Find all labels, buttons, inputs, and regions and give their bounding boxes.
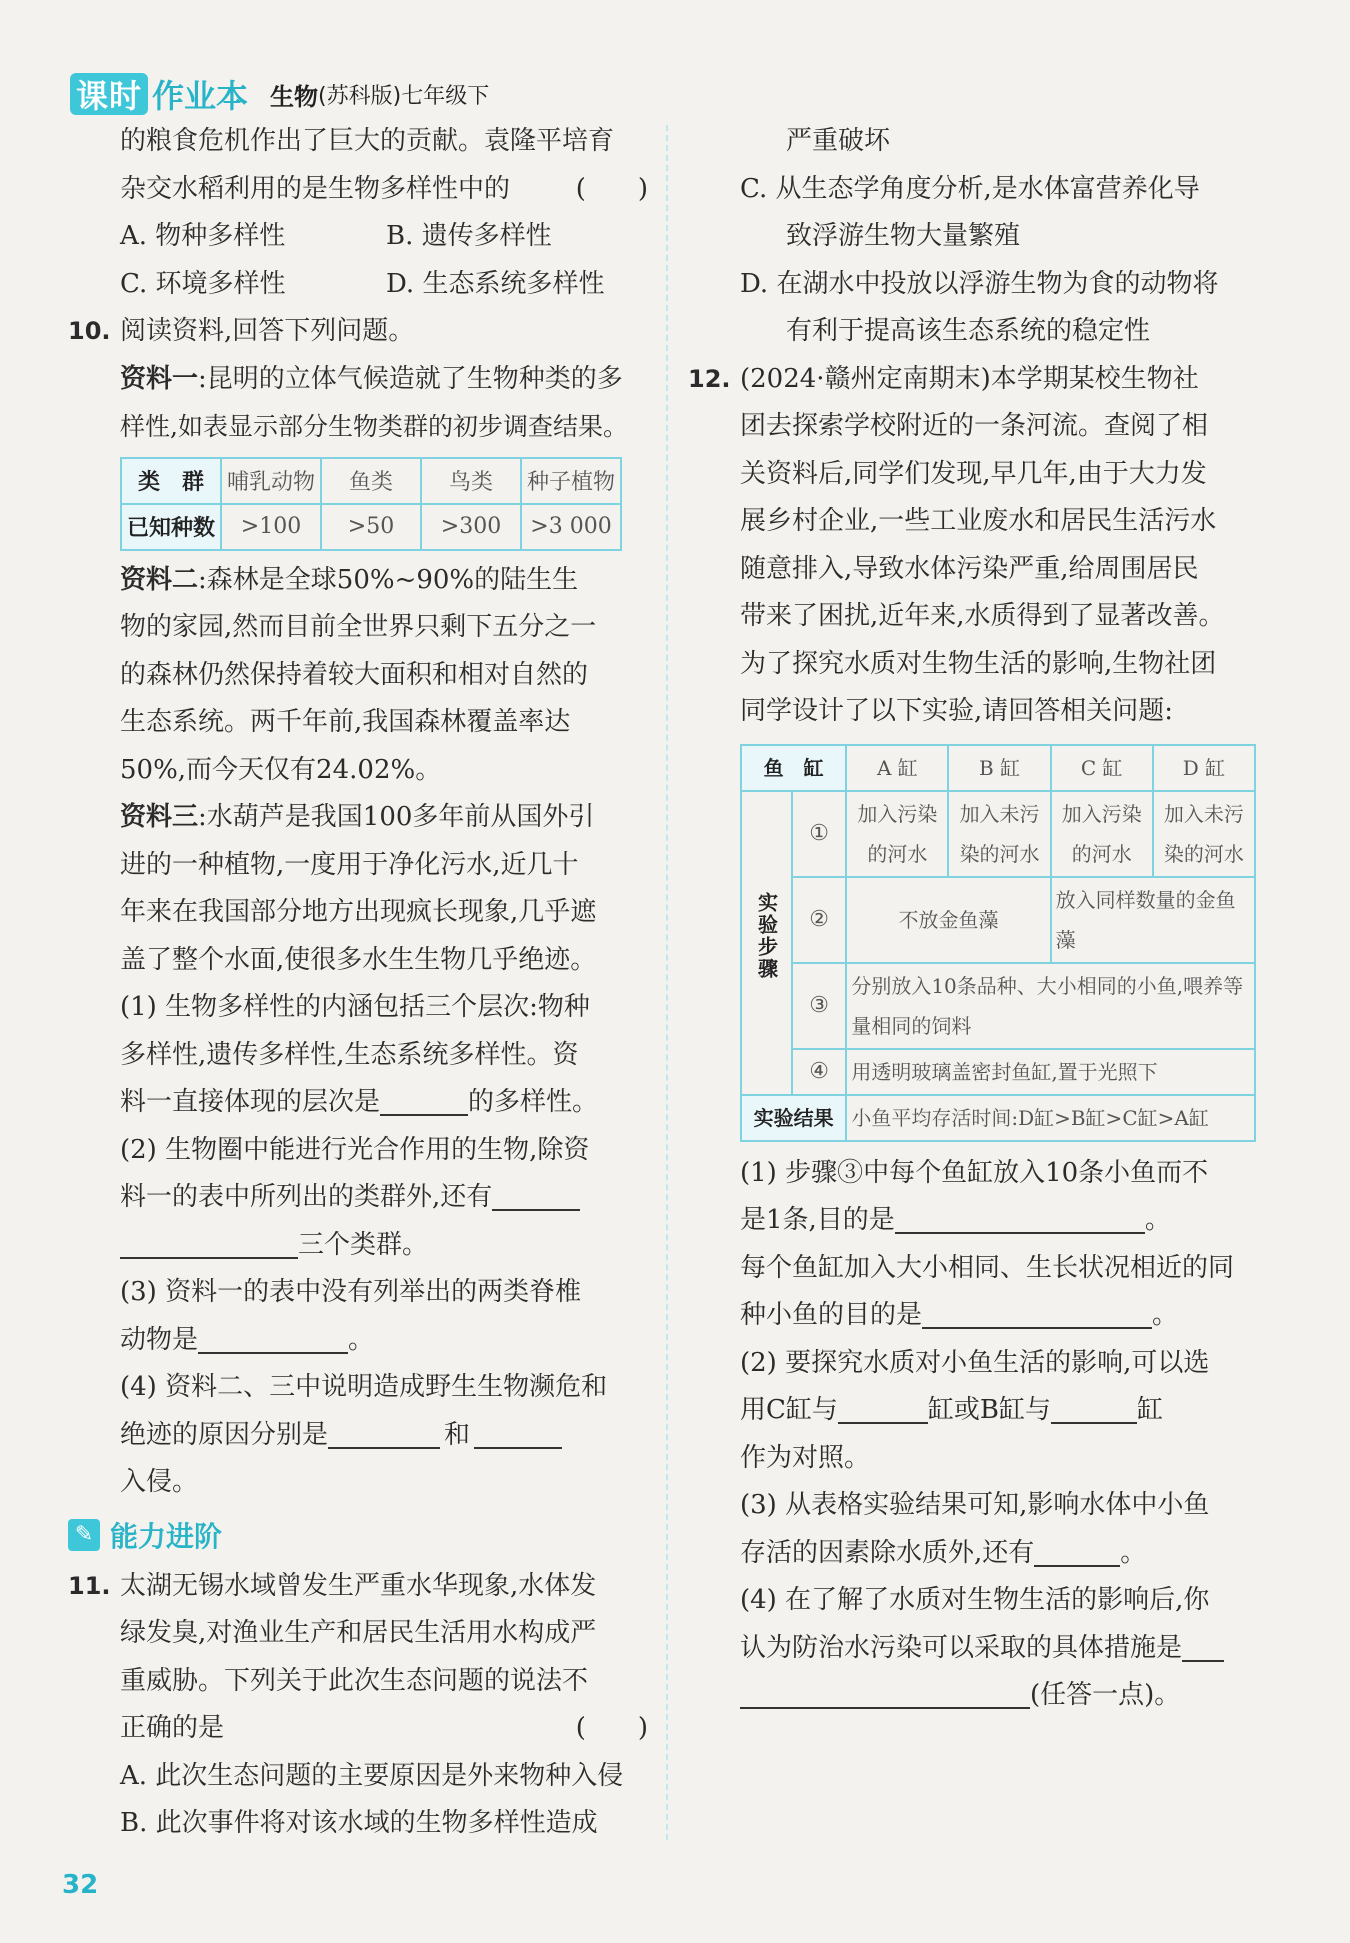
answer-blank[interactable] bbox=[380, 1084, 468, 1116]
q10-sub4-text: 和 bbox=[444, 1419, 471, 1450]
table-cell: 用透明玻璃盖密封鱼缸,置于光照下 bbox=[846, 1049, 1255, 1095]
steps-label-cell bbox=[741, 791, 792, 1095]
table-cell: 放入同样数量的金鱼藻 bbox=[1051, 877, 1255, 963]
q9-options-row bbox=[68, 213, 648, 261]
q9-line: 的粮食危机作出了巨大的贡献。袁隆平培育 bbox=[120, 126, 615, 156]
q12-line: 同学设计了以下实验,请回答相关问题: bbox=[740, 696, 1174, 726]
material-3-label: 资料三 bbox=[120, 802, 199, 832]
table-row bbox=[741, 877, 1255, 963]
subject-title: 生物 bbox=[270, 82, 319, 111]
q12-sub2-text: 缸或B缸与 bbox=[927, 1395, 1052, 1425]
option-c: 致浮游生物大量繁殖 bbox=[786, 221, 1021, 251]
table-cell: 不放金鱼藻 bbox=[846, 877, 1050, 963]
species-table bbox=[120, 457, 622, 551]
q12-sub3-text: 。 bbox=[1120, 1537, 1147, 1568]
q10-sub1-text: 的多样性。 bbox=[468, 1087, 599, 1117]
answer-blank[interactable] bbox=[895, 1202, 1145, 1234]
q11-text: 正确的是 bbox=[120, 1713, 225, 1743]
page-number: 32 bbox=[62, 1870, 99, 1900]
header bbox=[70, 70, 489, 118]
logo-text: 作业本 bbox=[152, 77, 249, 115]
q10-sub1-line: 多样性,遗传多样性,生态系统多样性。资 bbox=[120, 1039, 579, 1070]
experiment-table bbox=[740, 744, 1256, 1142]
table-header-row bbox=[741, 745, 1255, 791]
q12-sub4-line bbox=[688, 1672, 1278, 1720]
q12-sub2-line bbox=[688, 1387, 1278, 1435]
q12-sub2-text: 缸 bbox=[1137, 1395, 1164, 1425]
q12-line: 展乡村企业,一些工业废水和居民生活污水 bbox=[740, 506, 1217, 536]
answer-blank[interactable] bbox=[838, 1392, 928, 1424]
table-header-cell: 鱼类 bbox=[321, 458, 421, 504]
material-2-line: 50%,而今天仅有24.02%。 bbox=[120, 754, 442, 785]
material-3-line bbox=[68, 794, 648, 842]
material-2-text: :森林是全球50%~90%的陆生生 bbox=[198, 564, 579, 595]
table-header-row bbox=[121, 458, 621, 504]
q10-sub2-text: 三个类群。 bbox=[298, 1229, 429, 1260]
table-header-cell: B 缸 bbox=[948, 745, 1050, 791]
q12-sub4-line bbox=[688, 1625, 1278, 1673]
option-c: C. 从生态学角度分析,是水体富营养化导 bbox=[740, 173, 1200, 204]
q12-line: 关资料后,同学们发现,早几年,由于大力发 bbox=[740, 458, 1207, 489]
q10-stem bbox=[68, 308, 648, 356]
left-column bbox=[68, 118, 648, 1848]
q12-sub1-text: 。 bbox=[1144, 1205, 1171, 1235]
answer-blank[interactable] bbox=[198, 1322, 348, 1354]
q9-line bbox=[68, 166, 648, 214]
table-cell: >3 000 bbox=[521, 504, 621, 550]
q11-line bbox=[68, 1705, 648, 1753]
material-2-line: 生态系统。两千年前,我国森林覆盖率达 bbox=[120, 707, 571, 737]
option-b-cont: 严重破坏 bbox=[786, 126, 891, 156]
q12-line: 为了探究水质对生物生活的影响,生物社团 bbox=[740, 648, 1217, 679]
table-header-cell: 种子植物 bbox=[521, 458, 621, 504]
material-1-line bbox=[68, 356, 648, 404]
table-cell: >50 bbox=[321, 504, 421, 550]
table-row bbox=[741, 791, 1255, 877]
table-header-cell: 类 群 bbox=[121, 458, 221, 504]
table-cell: >300 bbox=[421, 504, 521, 550]
q10-sub2-line bbox=[68, 1222, 648, 1270]
material-2-label: 资料二 bbox=[120, 564, 199, 595]
logo-badge: 课时 bbox=[70, 73, 148, 115]
q10-text: 阅读资料,回答下列问题。 bbox=[120, 316, 415, 346]
answer-blank[interactable] bbox=[1034, 1535, 1120, 1567]
material-2-line bbox=[68, 557, 648, 605]
step-number: ① bbox=[792, 791, 846, 877]
table-cell: 加入污染的河水 bbox=[846, 791, 948, 877]
result-label: 实验结果 bbox=[741, 1095, 846, 1141]
right-column bbox=[688, 118, 1278, 1720]
q12-sub2-text: 用C缸与 bbox=[740, 1395, 838, 1425]
q12-sub1-line bbox=[688, 1292, 1278, 1340]
q10-sub4-line: (4) 资料二、三中说明造成野生生物濒危和 bbox=[120, 1372, 608, 1402]
step-number: ② bbox=[792, 877, 846, 963]
table-header-cell: 鸟类 bbox=[421, 458, 521, 504]
steps-label: 实验步骤 bbox=[754, 892, 779, 980]
q12-sub4-text: (任答一点)。 bbox=[1030, 1680, 1181, 1710]
question-number: 11. bbox=[68, 1571, 111, 1600]
material-3-text: :水葫芦是我国100多年前从国外引 bbox=[198, 802, 595, 832]
q10-sub1-line: (1) 生物多样性的内涵包括三个层次:物种 bbox=[120, 992, 590, 1022]
table-header-cell: D 缸 bbox=[1153, 745, 1255, 791]
q12-sub3-line: (3) 从表格实验结果可知,影响水体中小鱼 bbox=[740, 1490, 1210, 1520]
option-d: 有利于提高该生态系统的稳定性 bbox=[786, 316, 1151, 346]
q10-sub4-text: 绝迹的原因分别是 bbox=[120, 1419, 329, 1450]
q12-sub1-line bbox=[688, 1197, 1278, 1245]
answer-blank[interactable] bbox=[1182, 1630, 1224, 1662]
option-a: A. 此次生态问题的主要原因是外来物种入侵 bbox=[120, 1760, 624, 1791]
table-row bbox=[741, 1095, 1255, 1141]
table-cell: 已知种数 bbox=[121, 504, 221, 550]
q11-line: 绿发臭,对渔业生产和居民生活用水构成严 bbox=[120, 1618, 597, 1648]
q12-text: (2024·赣州定南期末)本学期某校生物社 bbox=[740, 363, 1199, 394]
material-1-text: :昆明的立体气候造就了生物种类的多 bbox=[198, 363, 623, 394]
q12-sub1-text: 。 bbox=[1152, 1300, 1179, 1330]
table-header-cell: A 缸 bbox=[846, 745, 948, 791]
option-a: A. 物种多样性 bbox=[120, 221, 286, 251]
q12-sub1-text: 种小鱼的目的是 bbox=[740, 1300, 923, 1330]
table-cell: 加入未污染的河水 bbox=[948, 791, 1050, 877]
material-3-line: 年来在我国部分地方出现疯长现象,几乎遮 bbox=[120, 897, 597, 927]
answer-paren: ( ) bbox=[575, 1713, 648, 1743]
material-1-label: 资料一 bbox=[120, 363, 199, 394]
answer-blank[interactable] bbox=[740, 1677, 1030, 1709]
option-c: C. 环境多样性 bbox=[120, 268, 286, 299]
material-3-line: 盖了整个水面,使很多水生生物几乎绝迹。 bbox=[120, 944, 597, 975]
q12-line: 团去探索学校附近的一条河流。查阅了相 bbox=[740, 411, 1209, 441]
q10-sub4-line bbox=[68, 1412, 648, 1460]
q12-sub2-line: 作为对照。 bbox=[740, 1442, 871, 1473]
section-title: 能力进阶 bbox=[110, 1519, 223, 1553]
q12-line: 带来了困扰,近年来,水质得到了显著改善。 bbox=[740, 601, 1225, 631]
q12-sub4-line: (4) 在了解了水质对生物生活的影响后,你 bbox=[740, 1585, 1210, 1615]
q12-sub4-text: 认为防治水污染可以采取的具体措施是 bbox=[740, 1632, 1183, 1663]
option-b: B. 此次事件将对该水域的生物多样性造成 bbox=[120, 1808, 598, 1838]
material-2-line: 物的家园,然而目前全世界只剩下五分之一 bbox=[120, 612, 597, 642]
table-cell: >100 bbox=[221, 504, 321, 550]
q10-sub3-text: 动物是 bbox=[120, 1324, 199, 1355]
material-2-line: 的森林仍然保持着较大面积和相对自然的 bbox=[120, 659, 589, 690]
table-header-cell: 哺乳动物 bbox=[221, 458, 321, 504]
table-cell: 加入污染的河水 bbox=[1051, 791, 1153, 877]
q11-line: 重威胁。下列关于此次生态问题的说法不 bbox=[120, 1665, 589, 1696]
q10-sub3-line: (3) 资料一的表中没有列举出的两类脊椎 bbox=[120, 1277, 582, 1307]
edition-grade: (苏科版)七年级下 bbox=[318, 83, 490, 109]
table-row bbox=[741, 1049, 1255, 1095]
q10-sub4-line: 入侵。 bbox=[120, 1467, 199, 1497]
answer-blank[interactable] bbox=[120, 1227, 298, 1259]
table-row bbox=[121, 504, 621, 550]
table-header-cell: 鱼 缸 bbox=[741, 745, 846, 791]
material-1-line: 样性,如表显示部分生物类群的初步调查结果。 bbox=[120, 412, 628, 441]
q10-sub1-line bbox=[68, 1079, 648, 1127]
q11-text: 太湖无锡水域曾发生严重水华现象,水体发 bbox=[120, 1570, 597, 1601]
q11-line bbox=[68, 1563, 648, 1611]
question-number: 10. bbox=[68, 317, 111, 345]
q10-sub2-line: (2) 生物圈中能进行光合作用的生物,除资 bbox=[120, 1134, 590, 1165]
answer-blank[interactable] bbox=[1051, 1392, 1137, 1424]
answer-blank[interactable] bbox=[922, 1297, 1152, 1329]
q12-sub1-line: (1) 步骤③中每个鱼缸放入10条小鱼而不 bbox=[740, 1157, 1209, 1188]
q12-sub1-text: 是1条,目的是 bbox=[740, 1205, 895, 1235]
answer-paren: ( ) bbox=[575, 173, 648, 204]
option-d: D. 在湖水中投放以浮游生物为食的动物将 bbox=[740, 268, 1219, 299]
answer-blank[interactable] bbox=[492, 1179, 580, 1211]
q12-line bbox=[688, 356, 1278, 404]
q12-sub3-text: 存活的因素除水质外,还有 bbox=[740, 1537, 1035, 1568]
section-heading bbox=[68, 1507, 648, 1563]
table-header-cell: C 缸 bbox=[1051, 745, 1153, 791]
table-cell: 分别放入10条品种、大小相同的小鱼,喂养等量相同的饲料 bbox=[846, 963, 1255, 1049]
column-divider bbox=[666, 125, 668, 1840]
q10-sub3-line bbox=[68, 1317, 648, 1365]
q10-sub2-line bbox=[68, 1174, 648, 1222]
question-number: 12. bbox=[688, 364, 731, 393]
table-cell: 小鱼平均存活时间:D缸>B缸>C缸>A缸 bbox=[846, 1095, 1255, 1141]
option-b: B. 遗传多样性 bbox=[386, 221, 552, 251]
q9-options-row bbox=[68, 261, 648, 309]
q10-sub3-text: 。 bbox=[348, 1324, 375, 1355]
q12-sub3-line bbox=[688, 1530, 1278, 1578]
q12-sub1-line: 每个鱼缸加入大小相同、生长状况相近的同 bbox=[740, 1252, 1235, 1283]
q12-sub2-line: (2) 要探究水质对小鱼生活的影响,可以选 bbox=[740, 1347, 1210, 1378]
q12-line: 随意排入,导致水体污染严重,给周围居民 bbox=[740, 553, 1199, 584]
table-cell: 加入未污染的河水 bbox=[1153, 791, 1255, 877]
answer-blank[interactable] bbox=[328, 1417, 440, 1449]
step-number: ④ bbox=[792, 1049, 846, 1095]
option-d: D. 生态系统多样性 bbox=[386, 268, 605, 299]
table-row bbox=[741, 963, 1255, 1049]
q10-sub2-text: 料一的表中所列出的类群外,还有 bbox=[120, 1182, 493, 1212]
q9-text: 杂交水稻利用的是生物多样性中的 bbox=[120, 173, 511, 204]
q10-sub1-text: 料一直接体现的层次是 bbox=[120, 1087, 381, 1117]
answer-blank[interactable] bbox=[474, 1417, 562, 1449]
material-3-line: 进的一种植物,一度用于净化污水,近几十 bbox=[120, 849, 579, 880]
step-number: ③ bbox=[792, 963, 846, 1049]
pencil-icon: ✎ bbox=[68, 1519, 100, 1551]
